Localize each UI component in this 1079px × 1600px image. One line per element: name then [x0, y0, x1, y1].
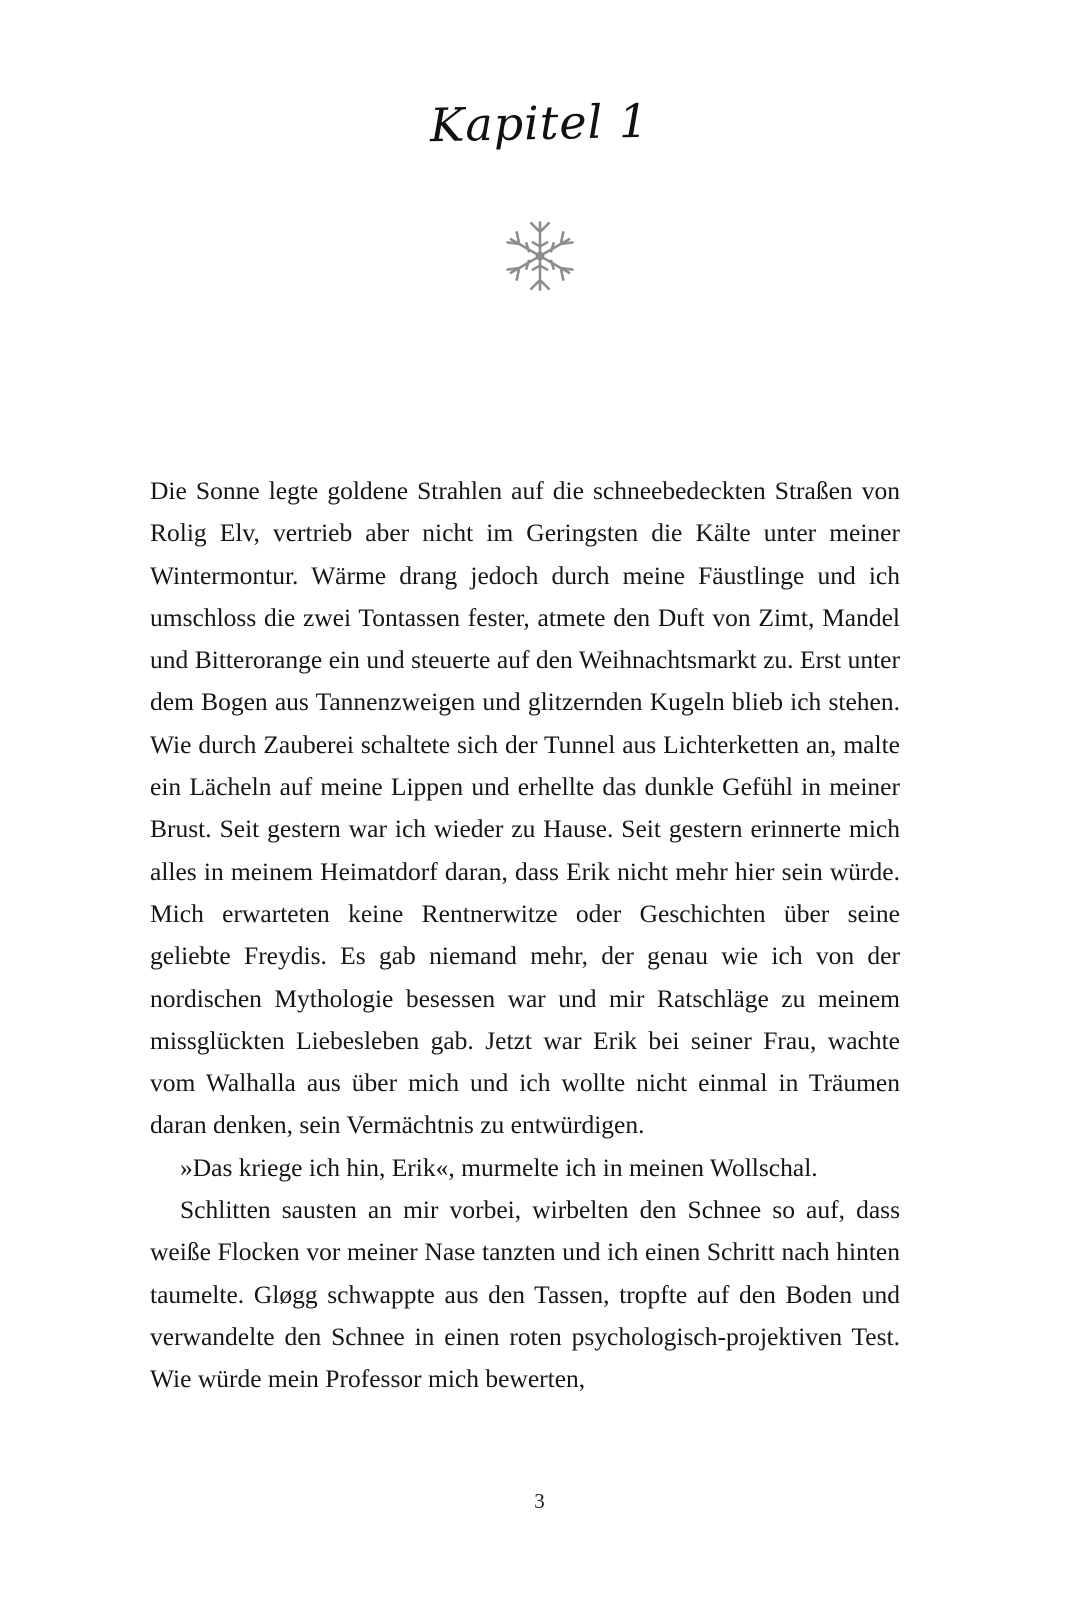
- paragraph: Die Sonne legte goldene Strahlen auf die schneebedeckten Straßen von Rolig Elv, vertrieb aber nicht im Geringsten die Kälte unter meiner Wintermontur. Wärme drang jedoch durch meine Fäustlinge und ich umschloss die zwei Tontassen fester, atmete den Duft von Zimt, Mandel und Bitterorange ein und steuerte auf den Weihnachtsmarkt zu. Erst unter dem Bogen aus Tannenzweigen und glitzernden Kugeln blieb ich stehen. Wie durch Zauberei schaltete sich der Tunnel aus Lichterketten an, malte ein Lächeln auf meine Lippen und erhellte das dunkle Gefühl in meiner Brust. Seit gestern war ich wieder zu Hause. Seit gestern erinnerte mich alles in meinem Heimatdorf daran, dass Erik nicht mehr hier sein würde. Mich erwarteten keine Rentnerwitze oder Geschichten über seine geliebte Freydis. Es gab niemand mehr, der genau wie ich von der nordischen Mythologie besessen war und mir Ratschläge zu meinem missglückten Liebesleben gab. Jetzt war Erik bei seiner Frau, wachte vom Walhalla aus über mich und ich wollte nicht einmal in Träumen daran denken, sein Vermächtnis zu entwürdigen.: [150, 476, 900, 1140]
- chapter-title: Kapitel 1: [429, 93, 650, 153]
- paragraph: Schlitten sausten an mir vorbei, wirbelten den Schnee so auf, dass weiße Flocken vor meiner Nase tanzten und ich einen Schritt nach hinten taumelte. Gløgg schwappte aus den Tassen, tropfte auf den Boden und verwandelte den Schnee in einen roten psychologisch-projektiven Test. Wie würde mein Professor mich bewerten,: [150, 1195, 900, 1394]
- body-text: [150, 470, 900, 1401]
- page-number: 3: [534, 1489, 545, 1513]
- paragraph: »Das kriege ich hin, Erik«, murmelte ich in meinen Wollschal.: [180, 1152, 818, 1182]
- snowflake-icon: [0, 216, 1079, 300]
